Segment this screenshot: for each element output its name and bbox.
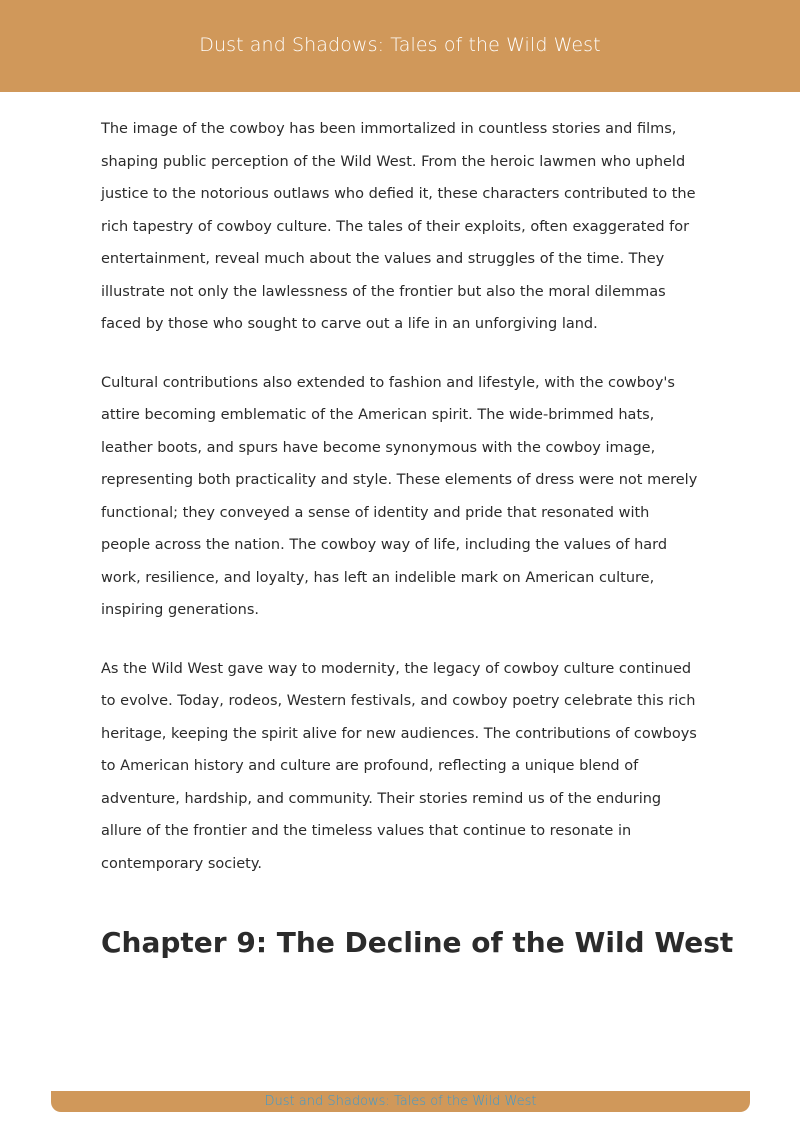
page-header-title: Dust and Shadows: Tales of the Wild West bbox=[199, 34, 601, 56]
body-paragraph: As the Wild West gave way to modernity, the legacy of cowboy culture continued to evolve. Today, rodeos, Western festivals, and cowboy poetry celebrate this rich heritage, keeping the spirit alive for new audiences. The contributions of cowboys to American history and culture are profound, reflecting a unique blend of adventure, hardship, and community. Their stories remind us of the enduring allure of the frontier and the timeless values that continue to resonate in contemporary society. bbox=[101, 660, 697, 872]
page-header bbox=[0, 0, 800, 92]
body-paragraph: The image of the cowboy has been immortalized in countless stories and films, shaping public perception of the Wild West. From the heroic lawmen who upheld justice to the notorious outlaws who defied it, these characters contributed to the rich tapestry of cowboy culture. The tales of their exploits, often exaggerated for entertainment, reveal much about the values and struggles of the time. They illustrate not only the lawlessness of the frontier but also the moral dilemmas faced by those who sought to carve out a life in an unforgiving land. bbox=[101, 121, 696, 332]
chapter-heading: Chapter 9: The Decline of the Wild West bbox=[101, 926, 734, 959]
body-content bbox=[101, 113, 701, 906]
page-footer bbox=[51, 1091, 750, 1112]
page-footer-text: Dust and Shadows: Tales of the Wild West bbox=[264, 1094, 537, 1109]
body-paragraph: Cultural contributions also extended to fashion and lifestyle, with the cowboy's attire becoming emblematic of the American spirit. The wide-brimmed hats, leather boots, and spurs have become synonymous with the cowboy image, representing both practicality and style. These elements of dress were not merely functional; they conveyed a sense of identity and pride that resonated with people across the nation. The cowboy way of life, including the values of hard work, resilience, and loyalty, has left an indelible mark on American culture, inspiring generations. bbox=[101, 374, 698, 618]
